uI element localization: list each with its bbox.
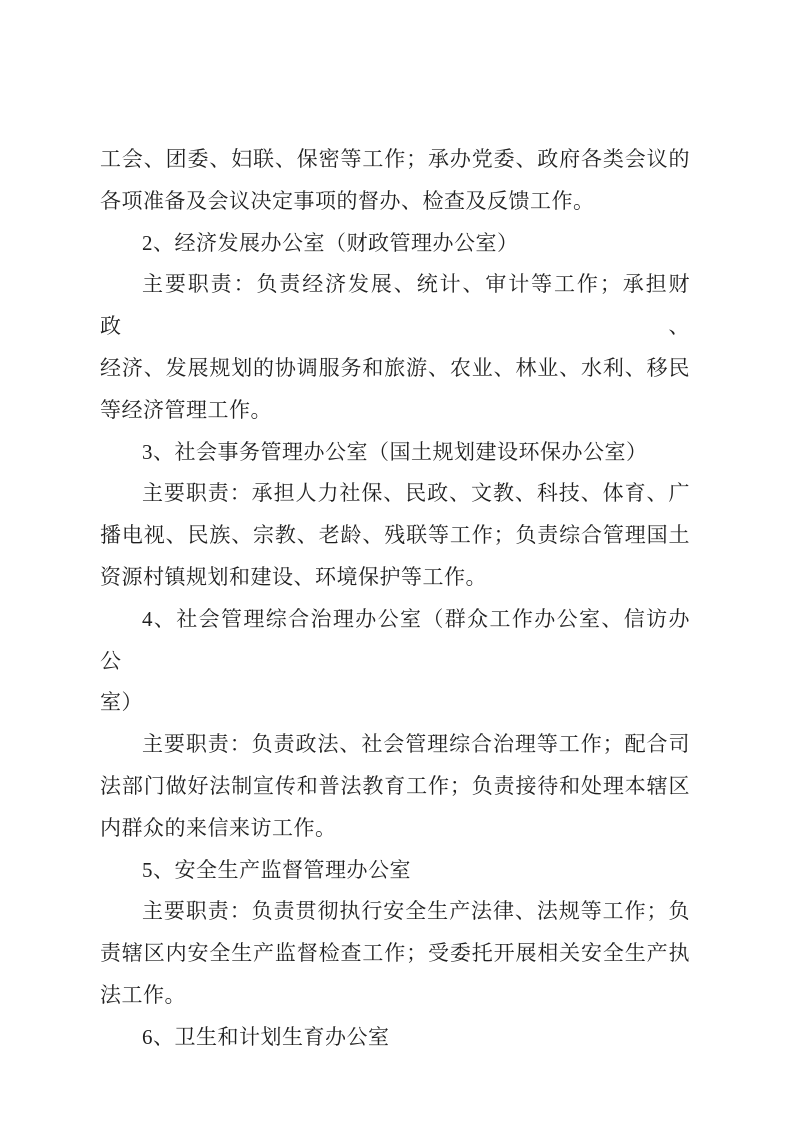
text-line: 法部门做好法制宣传和普法教育工作；负责接待和处理本辖区 (100, 773, 690, 798)
text-line: 工会、团委、妇联、保密等工作；承办党委、政府各类会议的 (100, 147, 690, 171)
text-line: 主要职责：负责政法、社会管理综合治理等工作；配合司 (142, 732, 690, 757)
text-line: 4、社会管理综合治理办公室（群众工作办公室、信访办公 (100, 606, 690, 673)
text-line: 等经济管理工作。 (100, 397, 272, 422)
document-body (100, 139, 690, 1059)
text-line: 室） (100, 690, 143, 715)
text-line: 资源村镇规划和建设、环境保护等工作。 (100, 564, 487, 589)
text-line: 内群众的来信来访工作。 (100, 815, 337, 840)
text-line: 5、安全生产监督管理办公室 (142, 857, 411, 882)
text-line: 2、经济发展办公室（财政管理办公室） (142, 230, 519, 255)
text-line: 主要职责：承担人力社保、民政、文教、科技、体育、广 (142, 481, 690, 506)
text-line: 6、卫生和计划生育办公室 (142, 1024, 390, 1049)
text-line: 经济、发展规划的协调服务和旅游、农业、林业、水利、移民 (100, 355, 690, 380)
text-line: 3、社会事务管理办公室（国土规划建设环保办公室） (142, 439, 648, 464)
text-line: 播电视、民族、宗教、老龄、残联等工作；负责综合管理国土 (100, 523, 690, 548)
text-line: 各项准备及会议决定事项的督办、检查及反馈工作。 (100, 188, 595, 213)
text-line: 责辖区内安全生产监督检查工作；受委托开展相关安全生产执 (100, 941, 690, 966)
text-line: 法工作。 (100, 982, 186, 1007)
text-line: 主要职责：负责贯彻执行安全生产法律、法规等工作；负 (142, 899, 690, 924)
text-line: 主要职责：负责经济发展、统计、审计等工作；承担财政、 (100, 272, 690, 339)
